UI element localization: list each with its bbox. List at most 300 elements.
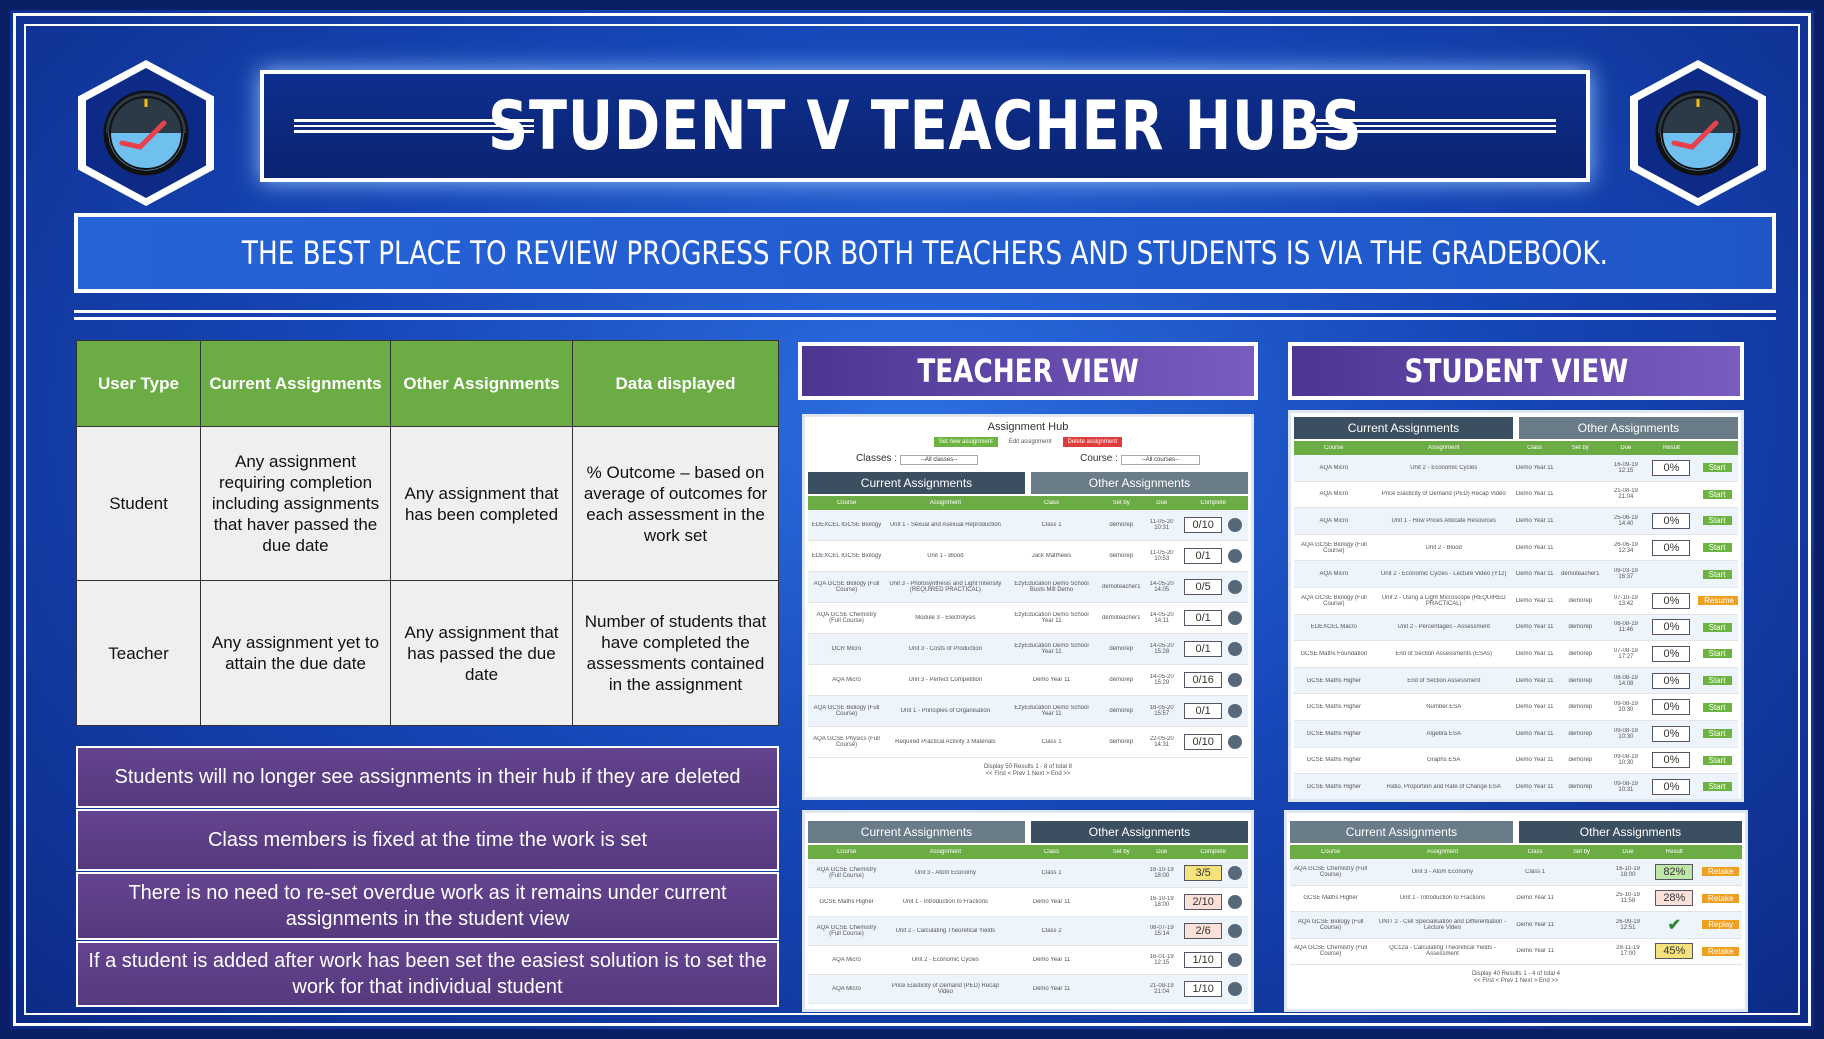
table-cell: 14-05-20 14:11 (1149, 612, 1174, 624)
grid-header: Course Assignment Class Set by Due Complete (808, 845, 1248, 859)
table-row[interactable] (1294, 482, 1738, 509)
table-row[interactable] (808, 665, 1248, 696)
teacher-other-panel (802, 810, 1254, 1012)
table-cell: GCSE Maths Higher (1306, 704, 1361, 711)
table-cell: Demo Year 11 (1032, 899, 1071, 905)
retake-button[interactable]: Retake (1702, 867, 1739, 876)
tab-other-assignments[interactable]: Other Assignments (1031, 821, 1248, 843)
table-cell: Any assignment that has passed the due date (391, 581, 573, 726)
delete-assignment-button[interactable]: Delete assignment (1063, 437, 1123, 447)
result-score: 0% (1652, 726, 1690, 742)
comparison-table (76, 340, 779, 726)
start-button[interactable]: Start (1703, 676, 1732, 685)
action-cell (1696, 463, 1738, 472)
table-row[interactable] (1294, 694, 1738, 721)
teacher-hub-panel: Assignment Hub Set new assignment Edit assignment Delete assignment Classes : --All classes-- Course : --All courses-- Current Assignments Other Assignments Course Assignment Class Set by Due Complete EDEXCEL IGCSE Biology Unit 1 - Sexual and Asexual Reproduction Class 1 demorep 11-05-20 10:31 0/10 EDEXCEL IGCSE Biology Unit 1 - Blood Jack Matthews demorep 11-05-20 10:53 0/1 AQA GCSE Biology (Full Course) Unit 3 - Photosynthesis and Light Intensity (REQUIRED PRACTICAL) EzyEducation Demo School Busts Mill Demo demoteacher1 14-05-20 14:05 0/5 AQA GCSE Chemistry (Full Course) Module 3 - Electrolysis EzyEducation Demo School Year 11 demoteacher1 14-05-20 14:11 0/1 OCR Micro Unit 3 - Costs of Production EzyEducation Demo School Year 11 demorep 14-05-20 15:28 0/1 AQA Micro Unit 3 - Perfect Competition Demo Year 11 demorep 14-05-20 15:29 0/16 AQA GCSE Biology (Full Course) Unit 1 - Principles of Organisation EzyEducation Demo School Year 11 demorep 18-05-20 15:57 0/1 AQA GCSE Physics (Full Course) Required Practical Activity 3 Materials Class 1 demorep 22-05-20 14:31 0/10 Display 50 Results 1 - 8 of total 8 << First < Prev 1 Next > End >> (802, 414, 1254, 800)
table-cell: Unit 2 - Economic Cycles - Lecture Video (Y12) (1380, 571, 1507, 578)
table-header: Current Assignments (201, 341, 391, 427)
action-cell (1696, 623, 1738, 632)
result-score: 28% (1655, 890, 1693, 906)
table-cell: UNIT 2 - Cell Specialisation and Differentiation - Lecture Video (1378, 918, 1507, 931)
edit-assignment-button[interactable]: Edit assignment (1008, 439, 1052, 445)
table-cell: Demo Year 11 (1516, 948, 1554, 955)
table-cell: Demo Year 11 (1032, 986, 1071, 992)
table-cell: Class 1 (1041, 522, 1062, 528)
student-view-heading: STUDENT VIEW (1288, 342, 1744, 400)
table-cell: 07-10-19 13:42 (1613, 594, 1638, 607)
table-cell: Unit 1 - Sexual and Asexual Reproduction (889, 522, 1001, 528)
table-row[interactable] (1294, 455, 1738, 482)
table-cell: GCSE Maths Higher (1303, 895, 1358, 902)
table-cell: 26-09-19 12:51 (1615, 918, 1640, 931)
tab-other-assignments[interactable]: Other Assignments (1519, 417, 1738, 439)
table-cell: 25-06-19 14:40 (1613, 514, 1638, 527)
table-cell: demoteacher1 (1561, 571, 1600, 578)
action-cell (1699, 947, 1742, 956)
table-cell: 16-10-19 18:00 (1149, 896, 1174, 908)
table-row[interactable] (1294, 561, 1738, 588)
classes-select[interactable]: --All classes-- (900, 455, 978, 465)
result-cell (1647, 726, 1696, 742)
result-cell (1647, 540, 1696, 556)
table-cell: demorep (1568, 783, 1593, 790)
table-cell: 16-10-19 18:00 (1149, 867, 1174, 879)
table-cell: AQA Micro (832, 677, 861, 683)
table-cell: Number of students that have completed the assessments contained in the assignment (573, 581, 779, 726)
table-cell: AQA GCSE Biology (Full Course) (1297, 918, 1364, 931)
tab-current-assignments[interactable]: Current Assignments (1290, 821, 1513, 843)
table-cell: 14-05-20 14:05 (1149, 581, 1174, 593)
view-icon[interactable] (1228, 924, 1242, 938)
action-cell (1696, 596, 1738, 605)
table-row[interactable] (808, 975, 1248, 1004)
table-cell: 09-08-19 10:30 (1613, 727, 1638, 740)
result-score: 45% (1655, 943, 1693, 959)
table-cell: Unit 3 - Perfect Competition (908, 677, 983, 683)
table-cell: GCSE Maths Foundation (1300, 650, 1368, 657)
table-cell: EzyEducation Demo School Year 11 (1014, 612, 1089, 624)
result-cell (1647, 779, 1696, 795)
table-cell: Demo Year 11 (1032, 677, 1071, 683)
table-cell: Demo Year 11 (1515, 783, 1554, 790)
table-cell: End of Section Assessment (1407, 677, 1481, 684)
table-cell: EzyEducation Demo School Year 11 (1014, 643, 1089, 655)
result-cell (1647, 673, 1696, 689)
table-row[interactable] (1294, 615, 1738, 642)
completion-score: 1/10 (1184, 952, 1222, 968)
table-row[interactable] (1290, 939, 1742, 966)
table-cell: EzyEducation Demo School Year 11 (1014, 705, 1089, 717)
table-row[interactable] (1290, 859, 1742, 886)
table-cell: 28-11-19 17:00 (1616, 945, 1640, 958)
table-cell: 11-05-20 10:31 (1149, 519, 1174, 531)
table-cell: Unit 2 - Calculating Theoretical Yields (895, 928, 996, 934)
view-icon[interactable] (1228, 518, 1242, 532)
note-item: There is no need to re-set overdue work as it remains under current assignments in the student view (76, 872, 779, 940)
table-cell: 09-08-19 10:31 (1613, 780, 1638, 793)
table-cell: Unit 3 - Costs of Production (908, 646, 983, 652)
table-cell: 14-05-20 15:29 (1149, 674, 1174, 686)
tab-other-assignments[interactable]: Other Assignments (1031, 472, 1248, 494)
teacher-view-heading: TEACHER VIEW (798, 342, 1258, 400)
action-cell (1696, 676, 1738, 685)
completion-score: 3/5 (1184, 865, 1222, 881)
table-cell: demorep (1568, 704, 1593, 711)
table-cell: 16-01-19 12:15 (1149, 954, 1174, 966)
table-cell: EDEXCEL IGCSE Biology (811, 522, 882, 528)
result-score: 0% (1652, 540, 1690, 556)
table-row[interactable] (808, 888, 1248, 917)
pager[interactable]: Display 50 Results 1 - 8 of total 8 (983, 764, 1073, 770)
action-cell (1699, 894, 1742, 903)
start-button[interactable]: Start (1703, 756, 1732, 765)
table-cell: Ratio, Proportion and Rate of Change ESA (1386, 783, 1501, 790)
retake-button[interactable]: Retake (1702, 947, 1739, 956)
score-cell (1178, 865, 1248, 881)
table-cell: demorep (1568, 624, 1593, 631)
completion-score: 1/10 (1184, 981, 1222, 997)
table-cell: AQA Micro (832, 957, 861, 963)
table-cell: Unit 1 - Introduction to Fractions (902, 899, 989, 905)
table-cell: Unit 1 - Blood (927, 553, 964, 559)
table-cell: 21-08-19 21:04 (1613, 488, 1638, 501)
table-cell: Class 1 (1525, 868, 1546, 875)
table-cell: Demo Year 11 (1515, 704, 1554, 711)
start-button[interactable]: Start (1703, 516, 1732, 525)
tab-current-assignments[interactable]: Current Assignments (808, 821, 1025, 843)
table-row[interactable] (808, 946, 1248, 975)
score-cell (1178, 579, 1248, 595)
clock-icon (78, 60, 214, 206)
table-cell: % Outcome – based on average of outcomes for each assessment in the work set (573, 427, 779, 581)
view-icon[interactable] (1228, 549, 1242, 563)
start-button[interactable]: Start (1703, 649, 1732, 658)
table-cell: GCSE Maths Higher (1306, 730, 1361, 737)
score-cell (1178, 548, 1248, 564)
table-cell: Demo Year 11 (1515, 624, 1554, 631)
table-cell: Class 2 (1041, 928, 1062, 934)
completion-score: 2/10 (1184, 894, 1222, 910)
tab-current-assignments[interactable]: Current Assignments (1294, 417, 1513, 439)
table-cell: Graphs ESA (1427, 757, 1461, 764)
table-cell: Unit 2 - Using a Light Microscope (REQUIRED PRACTICAL) (1381, 594, 1506, 607)
table-cell: GCSE Maths Higher (819, 899, 874, 905)
table-cell: EDEXCEL Macro (1310, 624, 1357, 631)
table-cell: Demo Year 11 (1516, 921, 1554, 928)
subtitle-banner (74, 213, 1776, 293)
tab-other-assignments[interactable]: Other Assignments (1519, 821, 1742, 843)
check-icon: ✔ (1667, 916, 1682, 933)
table-cell: AQA Micro (832, 986, 861, 992)
pager-nav[interactable]: << First < Prev 1 Next > End >> (1473, 978, 1559, 984)
table-cell: demoteacher1 (1102, 584, 1141, 590)
score-cell (1178, 610, 1248, 626)
table-row[interactable] (1294, 588, 1738, 615)
table-row[interactable] (808, 572, 1248, 603)
table-cell: AQA GCSE Biology (Full Course) (1300, 594, 1367, 607)
table-cell: AQA GCSE Biology (Full Course) (813, 705, 880, 717)
table-cell: GCSE Maths Higher (1306, 757, 1361, 764)
score-cell (1178, 923, 1248, 939)
table-cell: Demo Year 11 (1515, 491, 1554, 498)
result-score: 0% (1652, 619, 1690, 635)
table-cell: QC12a - Calculating Theoretical Yields - Assessment (1389, 945, 1496, 958)
table-row[interactable] (1294, 748, 1738, 775)
table-cell: 22-05-20 14:31 (1149, 736, 1174, 748)
view-icon[interactable] (1228, 895, 1242, 909)
table-cell: 11-05-20 10:53 (1149, 550, 1174, 562)
grid-header: Course Assignment Class Set by Due Complete (808, 496, 1248, 510)
result-score: 82% (1655, 864, 1693, 880)
table-cell: 08-07-19 15:14 (1149, 925, 1174, 937)
table-cell: demorep (1568, 757, 1593, 764)
start-button[interactable]: Start (1703, 729, 1732, 738)
result-cell (1647, 699, 1696, 715)
table-cell: Student (77, 427, 201, 581)
table-row[interactable] (1294, 641, 1738, 668)
view-icon[interactable] (1228, 953, 1242, 967)
table-cell: Jack Matthews (1031, 553, 1072, 559)
table-row[interactable] (808, 859, 1248, 888)
note-item: If a student is added after work has been set the easiest solution is to set the work for that individual student (76, 941, 779, 1007)
score-cell (1178, 952, 1248, 968)
table-cell: AQA GCSE Biology (Full Course) (813, 581, 880, 593)
table-cell: Module 3 - Electrolysis (915, 615, 976, 621)
score-cell (1178, 672, 1248, 688)
table-cell: demorep (1568, 650, 1593, 657)
table-cell: Demo Year 11 (1515, 730, 1554, 737)
table-cell: Unit 3 - Atom Economy (1411, 868, 1474, 875)
table-row[interactable] (1294, 508, 1738, 535)
table-row[interactable] (1290, 912, 1742, 939)
table-cell: Any assignment that has been completed (391, 427, 573, 581)
result-cell (1647, 593, 1696, 609)
table-cell: Price Elasticity of Demand (PED) Recap Video (891, 983, 999, 995)
result-cell (1649, 890, 1699, 906)
table-cell: Any assignment requiring completion including assignments that haver passed the due date (201, 427, 391, 581)
replay-button[interactable]: Replay (1702, 920, 1739, 929)
result-cell (1647, 752, 1696, 768)
table-cell: Unit 1 - Introduction to Fractions (1399, 895, 1486, 902)
table-row[interactable] (1294, 535, 1738, 562)
action-cell (1699, 867, 1742, 876)
table-cell: AQA Micro (1319, 517, 1349, 524)
table-cell: demorep (1109, 553, 1134, 559)
table-cell: Any assignment yet to attain the due date (201, 581, 391, 726)
completion-score: 0/1 (1184, 703, 1222, 719)
table-cell: Demo Year 11 (1515, 464, 1554, 471)
resume-button[interactable]: Resume (1698, 596, 1738, 605)
course-select[interactable]: --All courses-- (1121, 455, 1200, 465)
result-cell (1647, 513, 1696, 529)
start-button[interactable]: Start (1703, 623, 1732, 632)
table-cell: 21-08-19 21:04 (1149, 983, 1174, 995)
note-item: Students will no longer see assignments in their hub if they are deleted (76, 746, 779, 808)
table-cell: Unit 1 - Principles of Organisation (900, 708, 991, 714)
table-cell: AQA GCSE Physics (Full Course) (813, 736, 880, 748)
result-score: 0% (1652, 646, 1690, 662)
action-cell (1696, 782, 1738, 791)
score-cell (1178, 641, 1248, 657)
table-cell: 26-06-19 12:34 (1613, 541, 1638, 554)
action-cell (1696, 756, 1738, 765)
result-score: 0% (1652, 673, 1690, 689)
table-cell: demorep (1568, 597, 1593, 604)
table-cell: AQA GCSE Chemistry (Full Course) (816, 612, 877, 624)
result-score: 0% (1652, 779, 1690, 795)
retake-button[interactable]: Retake (1702, 894, 1739, 903)
set-assignment-button[interactable]: Set new assignment (934, 437, 998, 447)
table-cell: 18-05-20 15:57 (1149, 705, 1174, 717)
grid-header: Course Assignment Class Set by Due Result (1290, 845, 1742, 859)
table-cell: Demo Year 11 (1515, 517, 1554, 524)
table-cell: Demo Year 11 (1515, 650, 1554, 657)
completion-score: 2/6 (1184, 923, 1222, 939)
action-cell (1696, 543, 1738, 552)
table-row[interactable] (808, 634, 1248, 665)
view-icon[interactable] (1228, 735, 1242, 749)
table-cell: Demo Year 11 (1515, 757, 1554, 764)
table-cell: 16-09-19 12:15 (1613, 461, 1638, 474)
table-row[interactable] (808, 727, 1248, 758)
table-cell: AQA GCSE Chemistry (Full Course) (816, 925, 877, 937)
table-cell: 08-08-19 11:46 (1613, 621, 1638, 634)
table-cell: Algebra ESA (1426, 730, 1461, 737)
clock-icon (1630, 60, 1766, 206)
table-row[interactable] (808, 917, 1248, 946)
subtitle-text: THE BEST PLACE TO REVIEW PROGRESS FOR BOTH TEACHERS AND STUDENTS IS VIA THE GRADEBOOK. (241, 234, 1609, 272)
table-cell: demorep (1109, 646, 1134, 652)
table-cell: 14-05-20 15:28 (1149, 643, 1174, 655)
grid-header: Course Assignment Class Set by Due Result (1294, 441, 1738, 455)
start-button[interactable]: Start (1703, 782, 1732, 791)
table-cell: demorep (1109, 677, 1134, 683)
score-cell (1178, 703, 1248, 719)
notes-list (76, 746, 779, 1008)
start-button[interactable]: Start (1703, 703, 1732, 712)
table-cell: Demo Year 11 (1515, 597, 1554, 604)
table-cell: demorep (1568, 730, 1593, 737)
divider (74, 310, 1776, 320)
score-cell (1178, 894, 1248, 910)
table-cell: Demo Year 11 (1032, 957, 1071, 963)
table-cell: AQA Micro (1319, 464, 1349, 471)
action-cell (1696, 516, 1738, 525)
result-score: 0% (1652, 460, 1690, 476)
table-cell: Demo Year 11 (1515, 544, 1554, 551)
table-cell: Unit 2 - Blood (1425, 544, 1462, 551)
start-button[interactable]: Start (1703, 570, 1732, 579)
table-cell: Unit 1 - How Prices Allocate Resources (1391, 517, 1496, 524)
action-cell (1696, 570, 1738, 579)
table-row[interactable] (1294, 721, 1738, 748)
result-cell (1649, 943, 1699, 959)
table-row[interactable] (1290, 886, 1742, 913)
start-button[interactable]: Start (1703, 490, 1732, 499)
result-score: 0% (1652, 513, 1690, 529)
table-cell: 09-08-19 10:30 (1613, 701, 1638, 714)
start-button[interactable]: Start (1703, 543, 1732, 552)
view-icon[interactable] (1228, 704, 1242, 718)
view-icon[interactable] (1228, 580, 1242, 594)
table-cell: demoteacher1 (1102, 615, 1141, 621)
table-cell: AQA Micro (1319, 571, 1349, 578)
result-cell (1647, 460, 1696, 476)
result-cell (1647, 646, 1696, 662)
result-cell (1649, 917, 1699, 933)
table-cell: demorep (1109, 522, 1134, 528)
table-row[interactable] (808, 696, 1248, 727)
table-cell: AQA GCSE Chemistry (Full Course) (1294, 865, 1368, 878)
table-cell: 25-10-19 11:58 (1615, 892, 1640, 905)
table-cell: Demo Year 11 (1516, 895, 1554, 902)
result-score: 0% (1652, 593, 1690, 609)
table-cell: End of Section Assessments (ESAs) (1395, 650, 1493, 657)
table-cell: Unit 2 - Economic Cycles (1410, 464, 1478, 471)
table-header: Data displayed (573, 341, 779, 427)
table-cell: 09-08-19 10:30 (1613, 754, 1638, 767)
table-cell: Unit 3 - Photosynthesis and Light Intensity (REQUIRED PRACTICAL) (889, 581, 1002, 593)
completion-score: 0/5 (1184, 579, 1222, 595)
score-cell (1178, 517, 1248, 533)
table-cell: GCSE Maths Higher (1306, 677, 1361, 684)
table-row[interactable] (1294, 774, 1738, 801)
table-cell: Number ESA (1426, 704, 1462, 711)
completion-score: 0/10 (1184, 734, 1222, 750)
action-cell (1696, 649, 1738, 658)
table-cell: AQA Micro (1319, 491, 1349, 498)
completion-score: 0/1 (1184, 641, 1222, 657)
table-cell: Demo Year 11 (1515, 677, 1554, 684)
start-button[interactable]: Start (1703, 463, 1732, 472)
completion-score: 0/1 (1184, 548, 1222, 564)
table-row[interactable] (808, 603, 1248, 634)
table-cell: OCR Micro (831, 646, 862, 652)
table-cell: Class 1 (1041, 739, 1062, 745)
table-cell: AQA GCSE Biology (Full Course) (1300, 541, 1367, 554)
table-cell: Unit 3 - Atom Economy (914, 870, 977, 876)
table-cell: 07-08-19 17:27 (1613, 647, 1638, 660)
hub-title: Assignment Hub (987, 421, 1069, 433)
view-icon[interactable] (1228, 982, 1242, 996)
completion-score: 0/16 (1184, 672, 1222, 688)
action-cell (1696, 729, 1738, 738)
table-cell: AQA GCSE Chemistry (Full Course) (1294, 945, 1368, 958)
view-icon[interactable] (1228, 866, 1242, 880)
action-cell (1699, 920, 1742, 929)
result-cell (1649, 864, 1699, 880)
pager[interactable]: Display 40 Results 1 - 4 of total 4 (1471, 971, 1561, 977)
pager-nav[interactable]: << First < Prev 1 Next > End >> (985, 771, 1071, 777)
table-row[interactable] (808, 541, 1248, 572)
result-score: 0% (1652, 699, 1690, 715)
view-icon[interactable] (1228, 642, 1242, 656)
view-icon[interactable] (1228, 611, 1242, 625)
table-cell: GCSE Maths Higher (1306, 783, 1361, 790)
table-row[interactable] (808, 510, 1248, 541)
tab-current-assignments[interactable]: Current Assignments (808, 472, 1025, 494)
action-cell (1696, 490, 1738, 499)
table-cell: demorep (1568, 677, 1593, 684)
view-icon[interactable] (1228, 673, 1242, 687)
table-cell: 09-03-19 16:37 (1613, 568, 1638, 581)
table-header: Other Assignments (391, 341, 573, 427)
table-row[interactable] (1294, 668, 1738, 695)
table-cell: AQA GCSE Chemistry (Full Course) (816, 867, 877, 879)
score-cell (1178, 734, 1248, 750)
table-cell: Price Elasticity of Demand (PED) Recap Video (1381, 491, 1506, 498)
table-cell: demorep (1109, 708, 1134, 714)
